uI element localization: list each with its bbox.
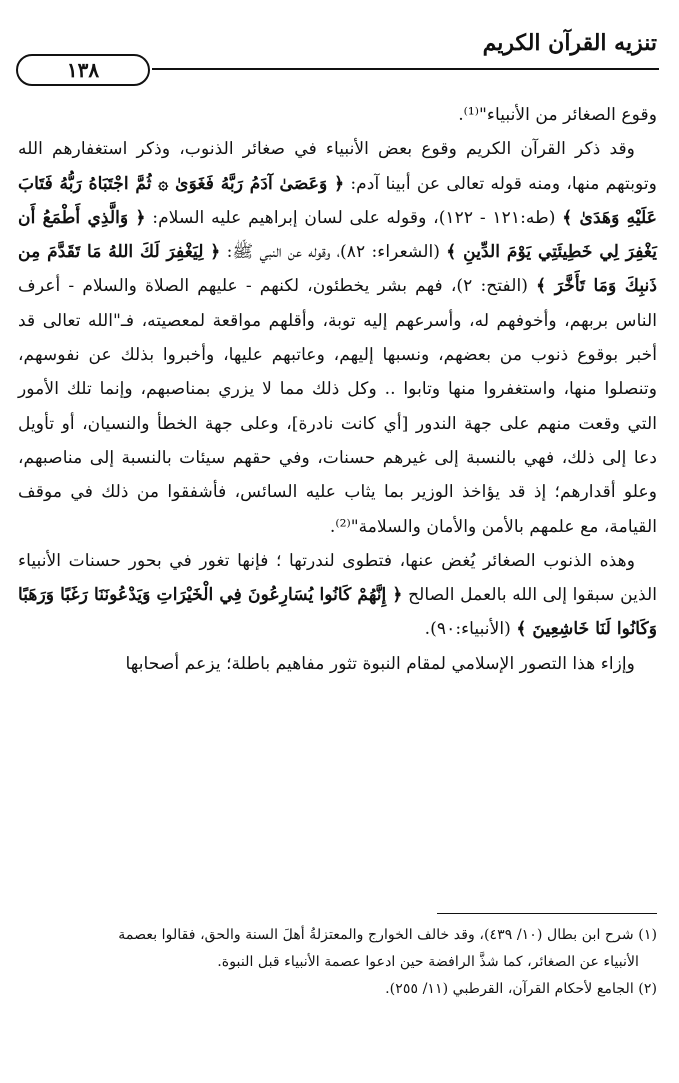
quran-verse-shuara: ﴿ وَالَّذِي أَطْمَعُ أَن يَغْفِرَ لِي خَطِيئَتِي يَوْمَ الدِّينِ ﴾ xyxy=(18,207,657,263)
quran-verse-fath: ﴿ لِيَغْفِرَ لَكَ اللهُ مَا تَقَدَّمَ مِن ذَنبِكَ وَمَا تَأَخَّرَ ﴾ xyxy=(18,242,657,297)
quran-verse-anbiya: ﴿ إِنَّهُمْ كَانُوا يُسَارِعُونَ فِي الْخَيْرَاتِ وَيَدْعُونَنَا رَغَبًا وَرَهَبًا وَكَانُوا لَنَا خَاشِعِينَ ﴾ xyxy=(18,585,657,640)
quran-verse-taha: ﴿ وَعَصَىٰ آدَمُ رَبَّهُ فَغَوَىٰ ۞ ثُمَّ اجْتَبَاهُ رَبُّهُ فَتَابَ عَلَيْهِ وَهَدَىٰ ﴾ xyxy=(18,173,658,228)
paragraph-3-text-b: (الأنبياء:٩٠). xyxy=(424,619,517,640)
footnote-rule xyxy=(437,913,657,914)
paragraph-4: وإزاء هذا التصور الإسلامي لمقام النبوة تثور مفاهيم باطلة؛ يزعم أصحابها xyxy=(125,653,635,674)
paragraph-2-text-d: (الفتح: ٢)، فهم بشر يخطئون، لكنهم - عليهم الصلاة والسلام - أعرف الناس بربهم، وأخوفهم له، وأسرعهم إليه توبة، وأقلهم مواقعة لمعصيته، فـ"الله تعالى قد أخبر بوقوع ذنوب من بعضهم، ونسبها إليهم، وعاتبهم عليها، وأخبروا بذلك عن نفوسهم، وتنصلوا منها، واستغفروا منها وتابوا .. وكل ذلك مما لا يزري بمناصبهم، وإنما تلك الأمور التي وقعت منهم على جهة الندور [أي كانت نادرة]، وعلى جهة الخطأ والنسيان، أو تأويل دعا إلى ذلك، فهي بالنسبة إلى غيرهم حسنات، وفي حقهم سيئات بالنسبة إلى مناصبهم، وعلو أقدارهم؛ إذ قد يؤاخذ الوزير بما يثاب عليه السائس، فأشفقوا من ذلك في موقف القيامة، مع علمهم بالأمن والأمان والسلامة"⁽²⁾. xyxy=(18,276,657,537)
footnote-2: (٢) الجامع لأحكام القرآن، القرطبي (١١/ ٢٥٥). xyxy=(385,981,657,997)
paragraph-2 xyxy=(18,132,657,544)
paragraph-1: وقوع الصغائر من الأنبياء"⁽¹⁾. xyxy=(458,105,657,125)
page-number: ١٣٨ xyxy=(16,54,150,86)
paragraph-3 xyxy=(18,544,657,647)
paragraph-2-text-b: (طه:١٢١ - ١٢٢)، وقوله على لسان إبراهيم عليه السلام: xyxy=(145,207,563,228)
paragraph-3-text-a: وهذه الذنوب الصغائر يُغض عنها، فتطوى لندرتها ؛ فإنها تغور في بحور حسنات الأنبياء الذين سبقوا إلى الله بالعمل الصالح xyxy=(18,550,657,606)
footnote-1-line-2: الأنبياء عن الصغائر، كما شذَّ الرافضة حين ادعوا عصمة الأنبياء قبل النبوة. xyxy=(217,954,639,970)
header-rule xyxy=(152,68,659,70)
book-title: تنزيه القرآن الكريم xyxy=(482,30,657,56)
paragraph-2-text-a: وقد ذكر القرآن الكريم وقوع بعض الأنبياء في صغائر الذنوب، وذكر استغفارهم الله وتوبتهم منها، ومنه قوله تعالى عن أبينا آدم: xyxy=(18,139,657,194)
paragraph-2-text-c: (الشعراء: ٨٢)، وقوله عن النبي ﷺ: xyxy=(220,242,447,263)
footnote-1-line-1: (١) شرح ابن بطال (١٠/ ٤٣٩)، وقد خالف الخوارج والمعتزلةُ أهلَ السنة والحق، فقالوا بعصمة xyxy=(118,927,657,943)
page-header xyxy=(14,28,665,80)
footnotes xyxy=(22,922,657,1003)
main-text xyxy=(18,98,657,681)
